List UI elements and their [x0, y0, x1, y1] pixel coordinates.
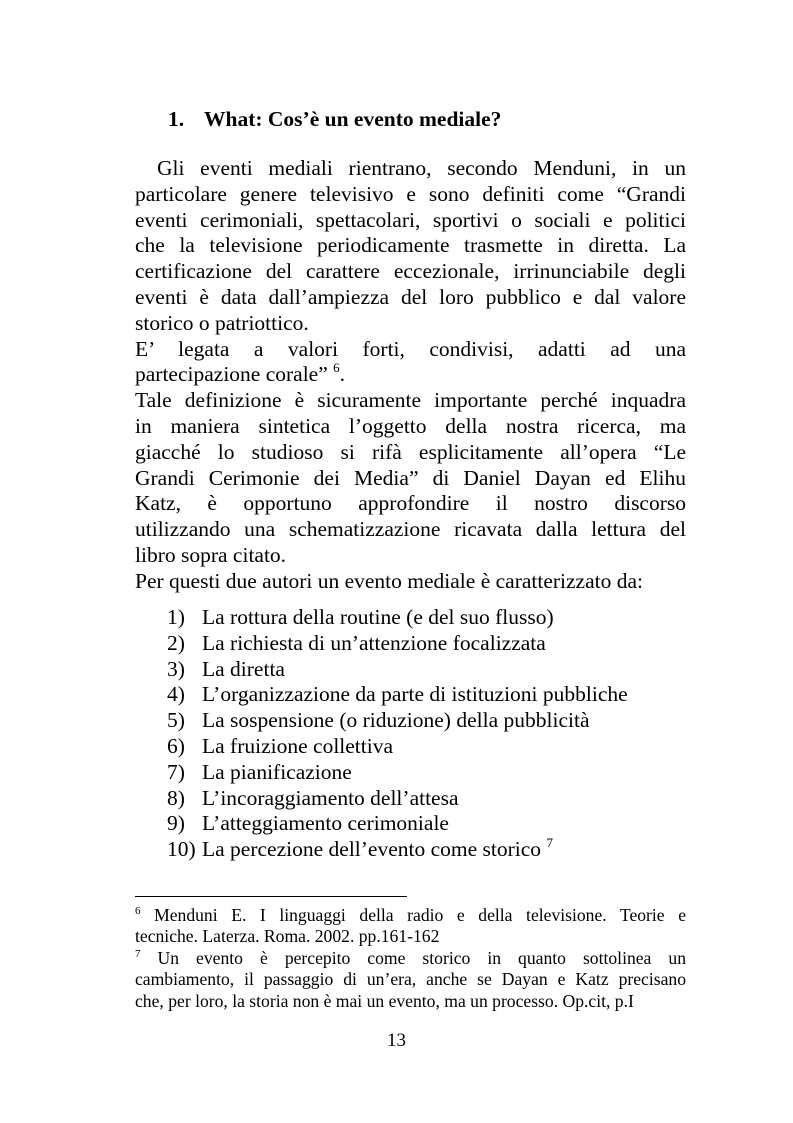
list-item [167, 682, 628, 708]
list-item-text: La sospensione (o riduzione) della pubblicità [202, 708, 590, 733]
footnote-6-cont: tecniche. Laterza. Roma. 2002. pp.161-162 [135, 926, 440, 947]
footnote-6-marker: 6 [135, 905, 141, 917]
list-item-text: L’organizzazione da parte di istituzioni pubbliche [202, 682, 628, 707]
text-line: che la televisione periodicamente trasmette in diretta. La [135, 233, 686, 258]
paragraph-intro [135, 156, 686, 595]
list-item [167, 760, 628, 786]
list-item [167, 657, 628, 683]
text-line: Gli eventi mediali rientrano, secondo Menduni, in un [157, 156, 686, 180]
text-line: libro sopra citato. [135, 542, 287, 567]
footnote-7-marker: 7 [135, 947, 141, 960]
text-line: certificazione del carattere eccezionale, irrinunciabile degli [135, 259, 686, 284]
footnote-7-text: Un evento è percepito come storico in quanto sottolinea un [157, 947, 686, 968]
list-item [167, 811, 628, 837]
text-line: eventi è data dall’ampiezza del loro pubblico e dal valore [135, 284, 686, 309]
list-marker: 10) [167, 837, 196, 862]
text-line [135, 362, 686, 388]
list-item [167, 631, 628, 657]
footnote-6 [135, 905, 686, 926]
text-line: utilizzando una schematizzazione ricavata dalla lettura del [135, 517, 686, 542]
text-line: particolare genere televisivo e sono definiti come “Grandi [135, 181, 686, 206]
footnote-7 [135, 948, 686, 969]
list-item [167, 786, 628, 812]
list-item [167, 837, 628, 863]
footnote-7-cont: cambiamento, il passaggio di un’era, anche se Dayan e Katz precisano [135, 969, 686, 990]
list-item-text: La rottura della routine (e del suo flusso) [202, 605, 554, 629]
list-item-text: La fruizione collettiva [202, 733, 394, 758]
text-line: E’ legata a valori forti, condivisi, adatti ad una [135, 336, 686, 361]
period: . [339, 362, 346, 387]
footnote-separator [135, 896, 407, 897]
list-item-text: L’atteggiamento cerimoniale [202, 811, 449, 836]
list-marker: 2) [167, 630, 185, 655]
footnote-6-text: Menduni E. I linguaggi della radio e della televisione. Teorie e [154, 905, 686, 925]
text-line: in maniera sintetica l’oggetto della nostra ricerca, ma [135, 413, 686, 438]
list-marker: 8) [167, 785, 185, 810]
list-marker: 5) [167, 708, 185, 733]
text-line: Per questi due autori un evento mediale è caratterizzato da: [135, 568, 644, 593]
list-item-text: La pianificazione [202, 759, 352, 784]
list-item-text: La richiesta di un’attenzione focalizzata [202, 630, 546, 655]
text-line: eventi cerimoniali, spettacolari, sportivi o sociali e politici [135, 207, 686, 232]
list-marker: 9) [167, 811, 185, 836]
section-heading [168, 107, 501, 132]
section-number: 1. [168, 107, 185, 131]
list-item-text: L’incoraggiamento dell’attesa [202, 785, 459, 810]
quote-end-text: partecipazione corale” [135, 362, 328, 387]
list-item [167, 734, 628, 760]
list-item [167, 708, 628, 734]
footnote-ref-6[interactable]: 6 [333, 360, 340, 376]
list-marker: 6) [167, 733, 185, 758]
footnote-7-cont: che, per loro, la storia non è mai un evento, ma un processo. Op.cit, p.I [135, 990, 634, 1011]
footnote-ref-7[interactable]: 7 [546, 835, 553, 851]
text-line: Grandi Cerimonie dei Media” di Daniel Dayan ed Elihu [135, 465, 686, 490]
list-item-text: La percezione dell’evento come storico [202, 837, 542, 862]
list-item-text: La diretta [202, 656, 285, 681]
section-title: What: Cos’è un evento mediale? [204, 107, 502, 131]
characteristics-list [167, 605, 628, 863]
text-line: giacché lo studioso si rifà esplicitamente all’opera “Le [135, 439, 686, 464]
list-item [167, 605, 628, 631]
text-line: Tale definizione è sicuramente importante perché inquadra [135, 388, 686, 413]
text-line: Katz, è opportuno approfondire il nostro discorso [135, 491, 686, 516]
list-marker: 3) [167, 656, 185, 681]
page-number: 13 [387, 1030, 406, 1051]
footnotes [135, 905, 686, 1012]
list-marker: 1) [167, 605, 185, 629]
text-line: storico o patriottico. [135, 310, 309, 335]
list-marker: 4) [167, 682, 185, 707]
list-marker: 7) [167, 759, 185, 784]
